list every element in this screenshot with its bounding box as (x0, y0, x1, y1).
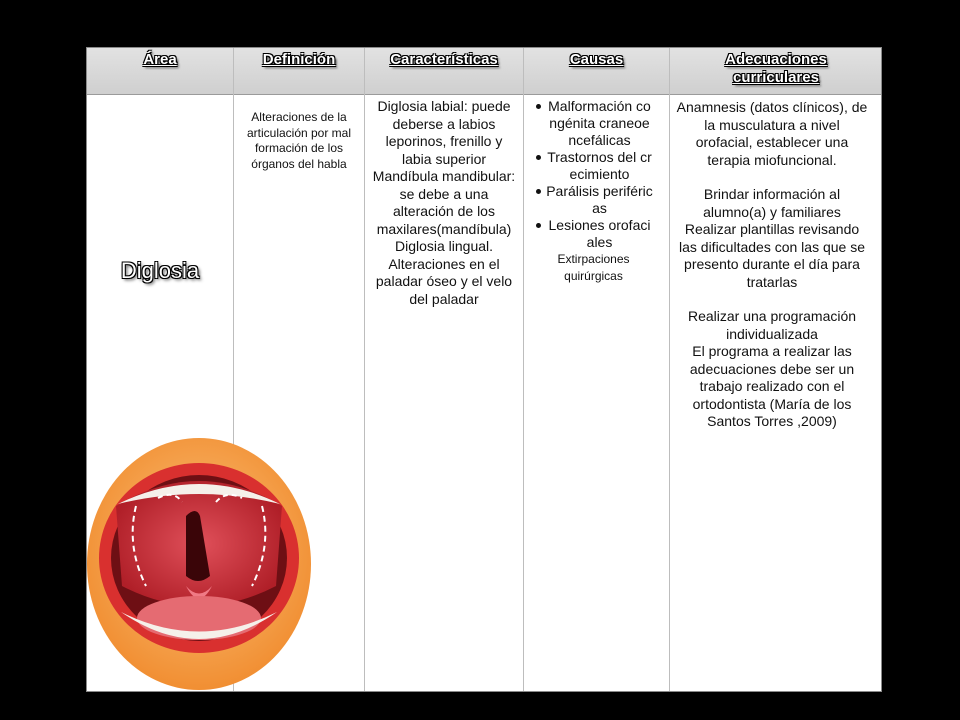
caracteristica-lingual: Diglosia lingual. Alteraciones en el paladar óseo y el velo del paladar (375, 238, 513, 307)
adecuaciones-cell (670, 96, 874, 431)
adecuacion-programa: El programa a realizar las adecuaciones debe ser un trabajo realizado con el ortodontista (María de los Santos Torres ,2009) (689, 343, 855, 429)
list-item: Lesiones orofaciales (528, 217, 655, 251)
header-adecuaciones: Adecuaciones curriculares (725, 51, 827, 86)
header-definicion: Definición (262, 51, 336, 68)
list-item: Malformación congénita craneoencefálicas (528, 98, 655, 149)
header-causas: Causas (569, 51, 624, 68)
list-item: Parálisis periféricas (528, 183, 655, 217)
adecuacion-informacion: Brindar información al alumno(a) y familiares (703, 186, 841, 220)
area-title: Diglosia (120, 258, 200, 283)
header-area: Área (143, 51, 177, 68)
definicion-cell: Alteraciones de la articulación por mal formación de los órganos del habla (246, 110, 352, 171)
adecuacion-anamnesis: Anamnesis (datos clínicos), de la musculatura a nivel orofacial, establecer una terapia miofuncional. (676, 99, 868, 168)
causa-extra: Extirpaciones quirúrgicas (557, 252, 630, 283)
table-header-row (87, 48, 881, 95)
adecuacion-programacion: Realizar una programación individualizada (687, 308, 857, 342)
causas-list (528, 98, 655, 251)
causas-cell (524, 96, 659, 285)
caracteristica-mandibular: Mandíbula mandibular: se debe a una alteración de los maxilares(mandíbula) (372, 168, 516, 237)
list-item: Trastornos del crecimiento (528, 149, 655, 183)
adecuacion-plantillas: Realizar plantillas revisando las dificultades con las que se presento durante el día para tratarlas (679, 221, 865, 290)
caracteristica-labial: Diglosia labial: puede deberse a labios leporinos, frenillo y labia superior (377, 98, 511, 167)
open-mouth-illustration (86, 436, 312, 692)
header-caracteristicas: Características (390, 51, 498, 68)
caracteristicas-cell (365, 96, 523, 308)
